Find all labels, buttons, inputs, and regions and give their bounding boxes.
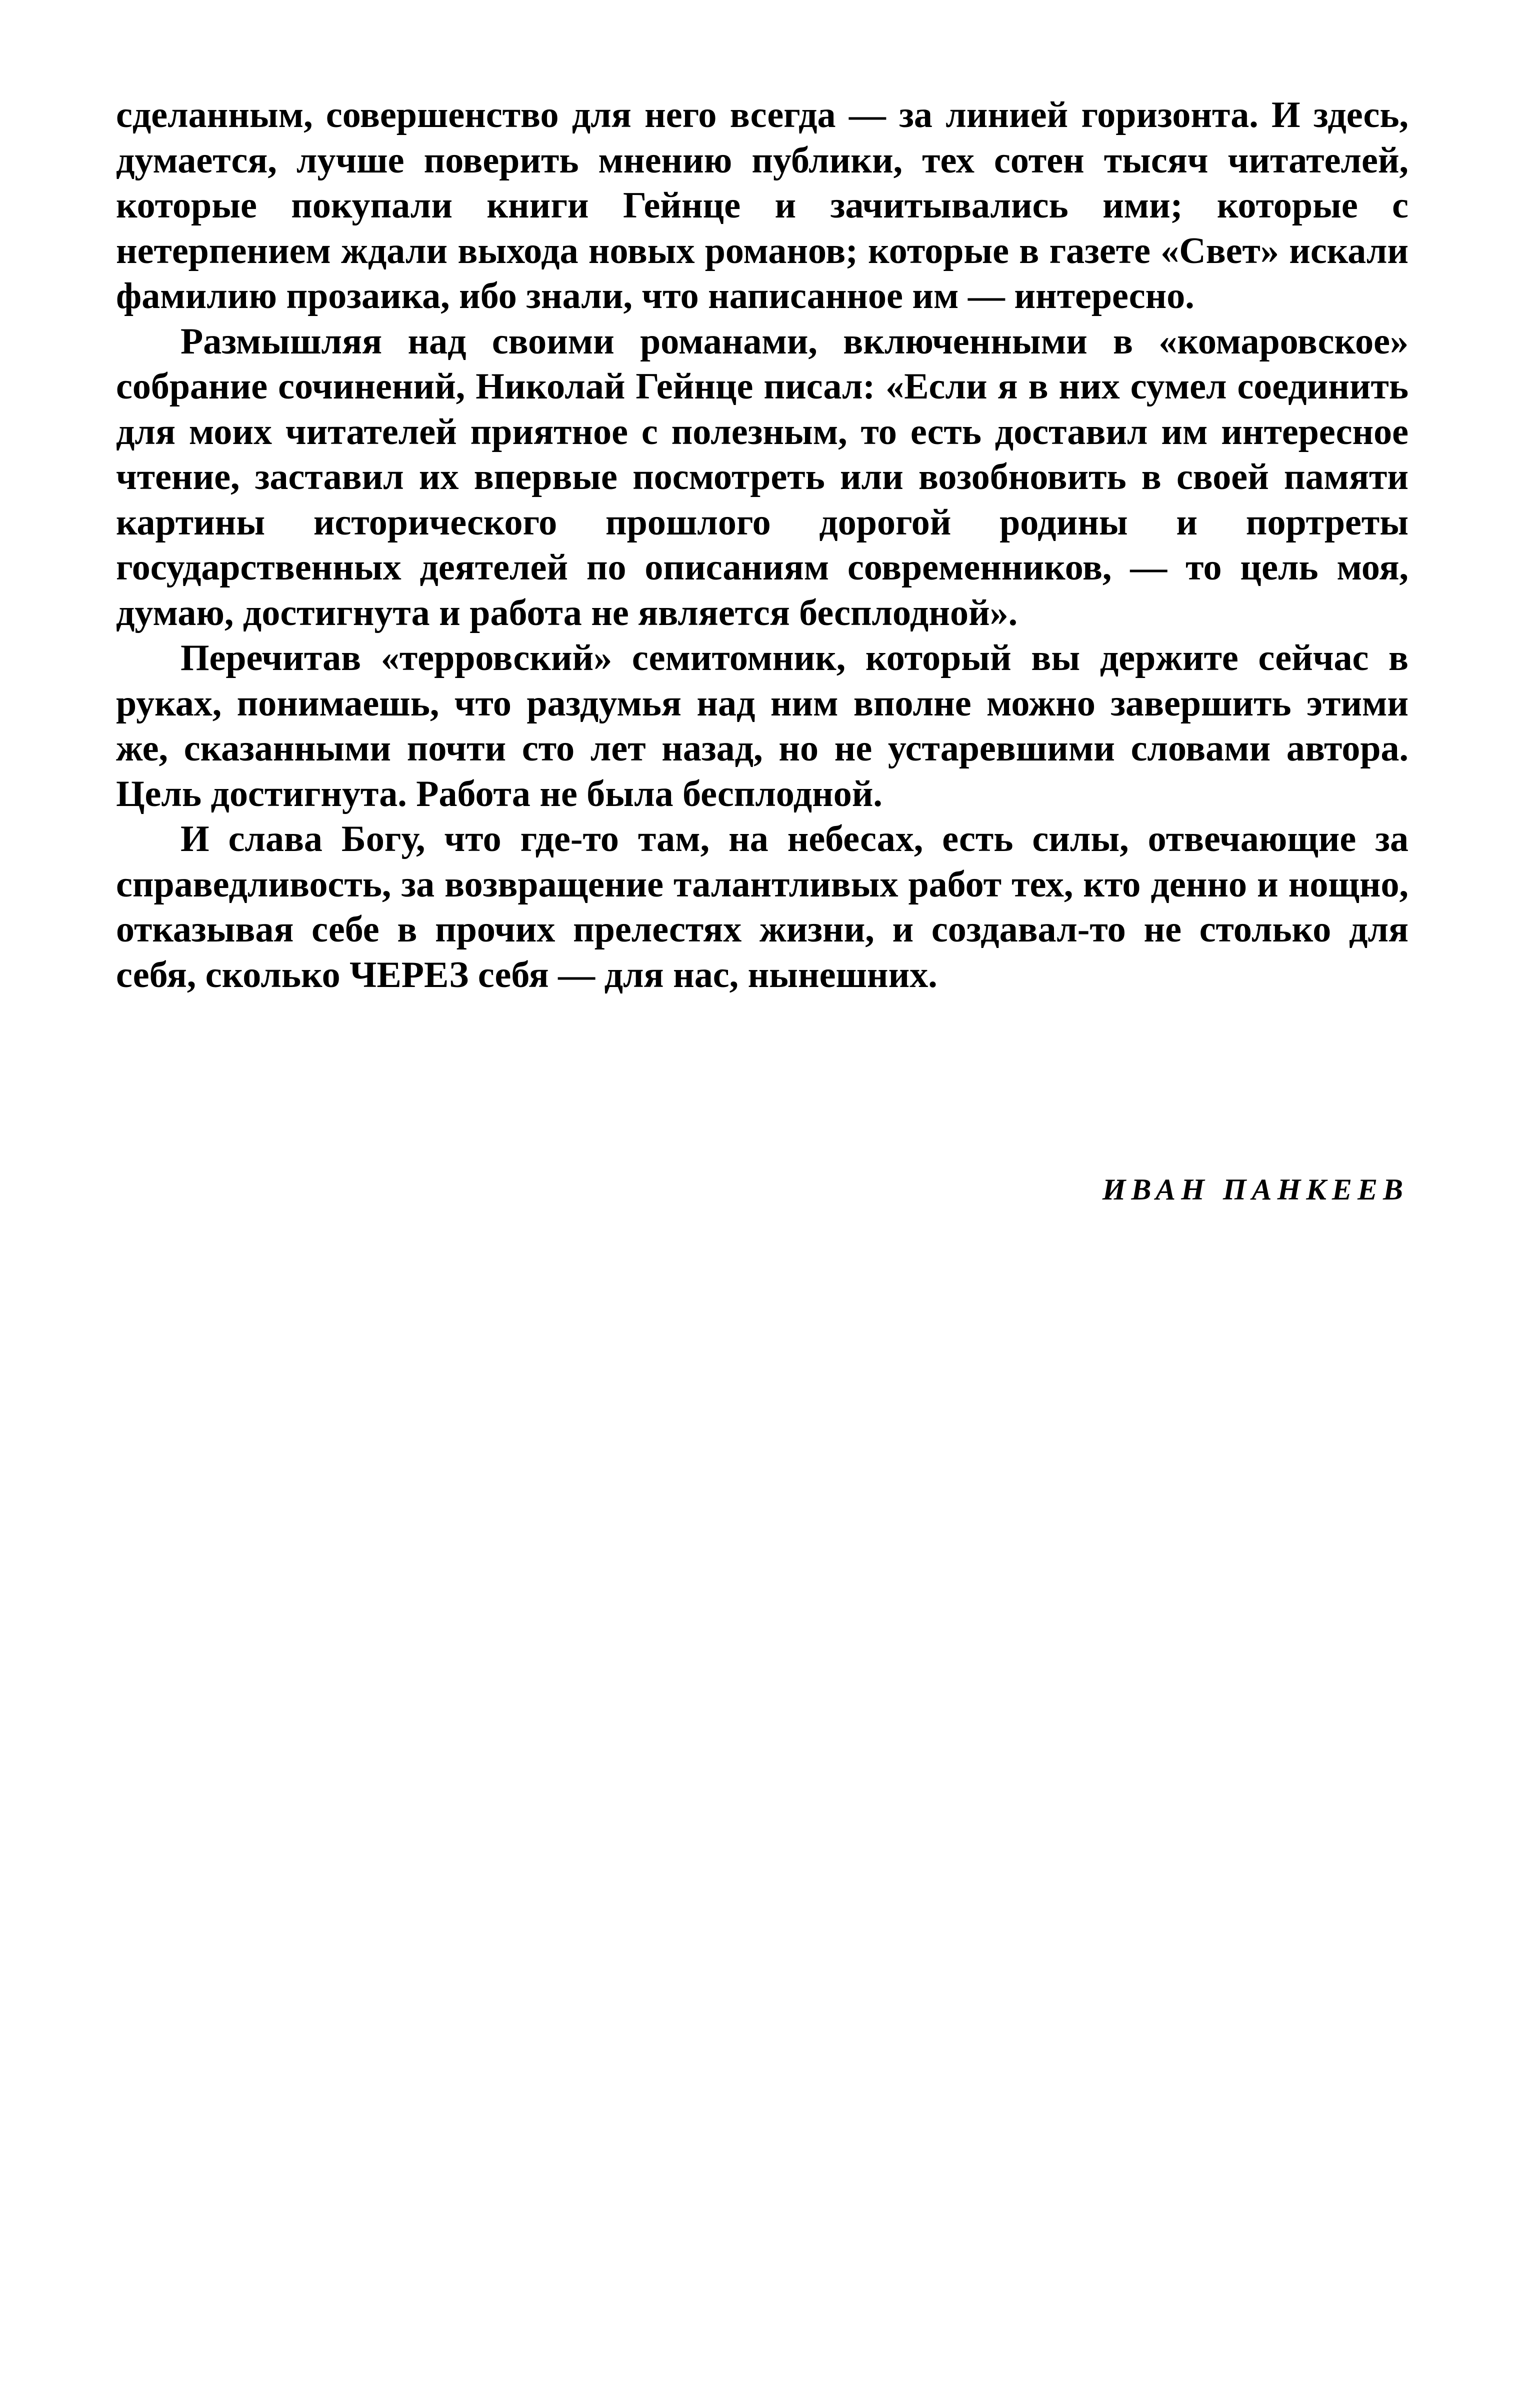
paragraph-3: Перечитав «терровский» семитомник, который вы держите сейчас в руках, понимаешь, что раздумья над ним вполне можно завершить этими же, сказанными почти сто лет назад, но не устаревшими словами автора. Цель достигнута. Работа не была бесплодной. bbox=[116, 638, 1408, 814]
paragraph-1: сделанным, совершенство для него всегда — за линией горизонта. И здесь, думается, лучше поверить мнению публики, тех сотен тысяч читателей, которые покупали книги Гейнце и зачитывались ими; которые с нетерпением ждали выхода новых романов; которые в газете «Свет» искали фамилию прозаика, ибо знали, что написанное им — интересно. bbox=[116, 94, 1408, 316]
paragraph-2: Размышляя над своими романами, включенными в «комаровское» собрание сочинений, Николай Гейнце писал: «Если я в них сумел соединить для моих читателей приятное с полезным, то есть доставил им интересное чтение, заставил их впервые посмотреть или возобновить в своей памяти картины исторического прошлого дорогой родины и портреты государственных деятелей по описаниям современников, — то цель моя, думаю, достигнута и работа не является бесплодной». bbox=[116, 320, 1408, 634]
paragraph-4: И слава Богу, что где-то там, на небесах, есть силы, отвечающие за справедливость, за возвращение талантливых работ тех, кто денно и нощно, отказывая себе в прочих прелестях жизни, и создавал-то не столько для себя, сколько ЧЕРЕЗ себя — для нас, нынешних. bbox=[116, 818, 1408, 996]
body-text bbox=[116, 92, 1408, 998]
author-signature: ИВАН ПАНКЕЕВ bbox=[1102, 1173, 1408, 1206]
